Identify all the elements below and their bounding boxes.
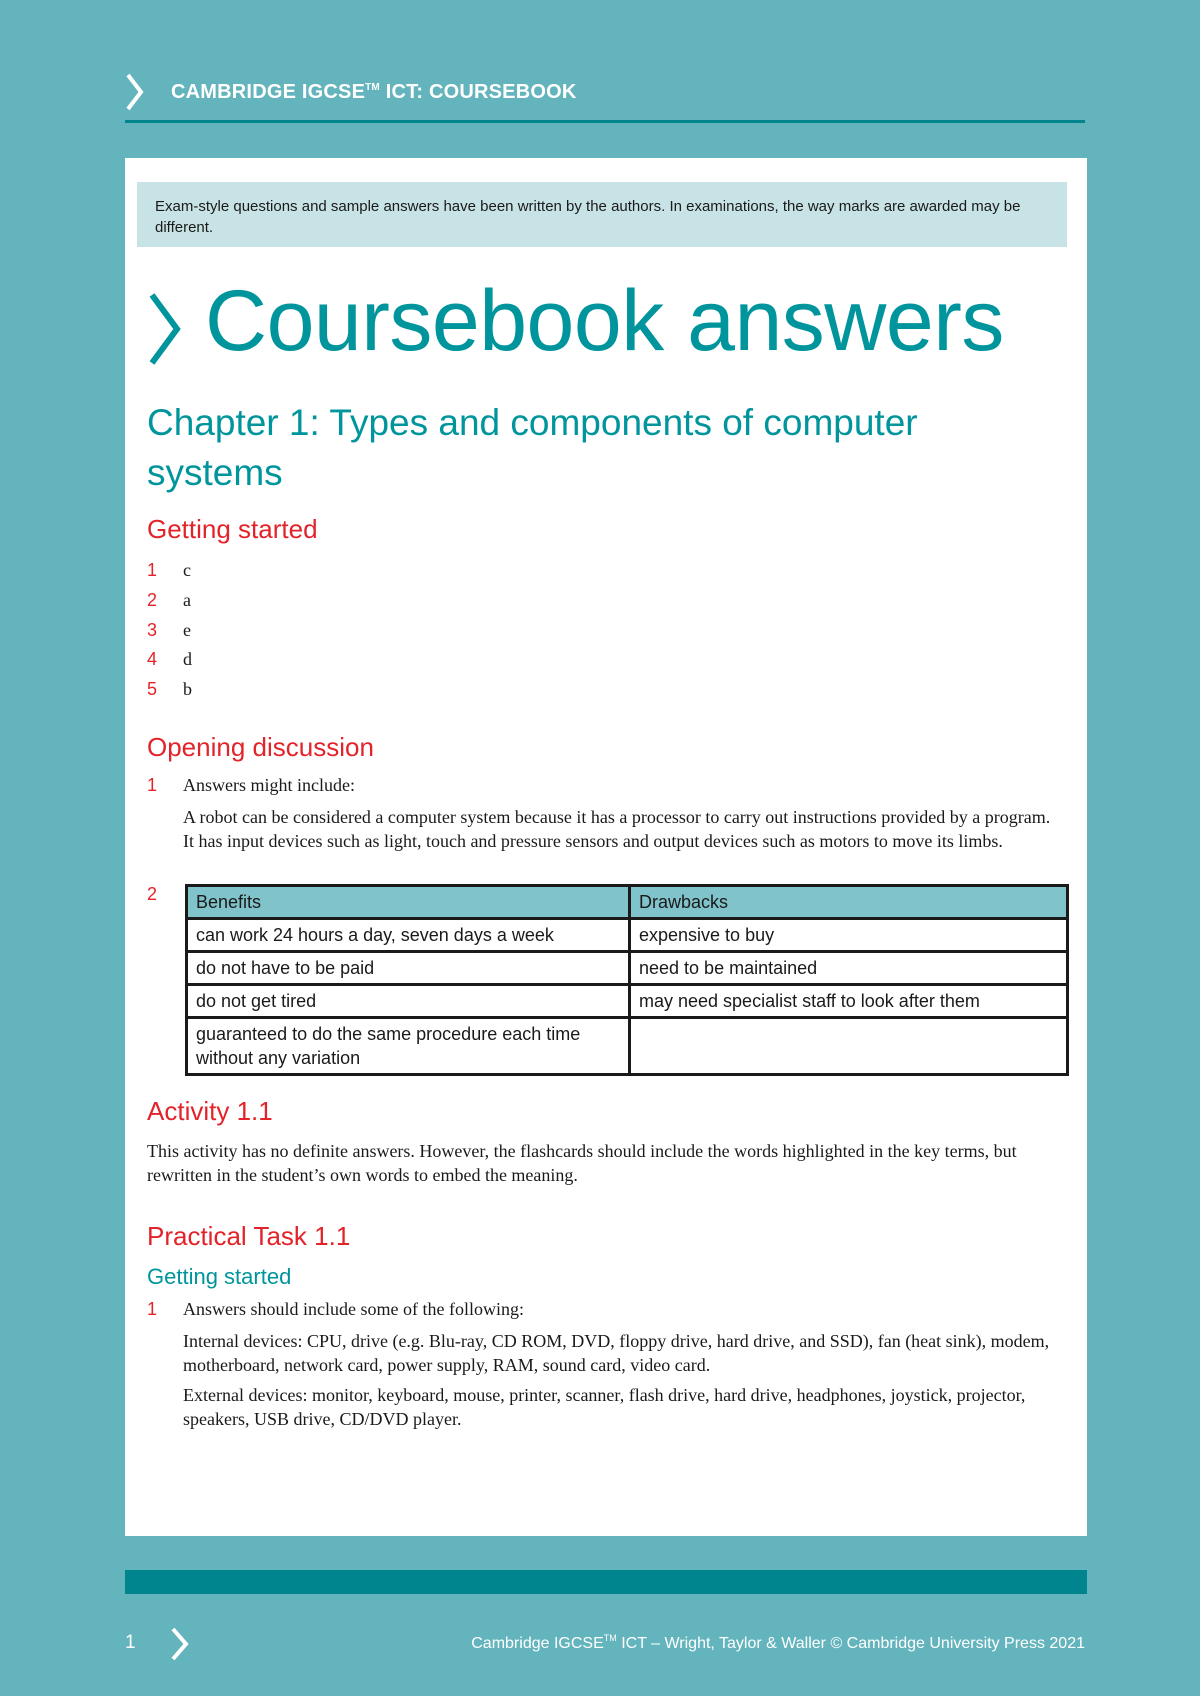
activity-paragraph: This activity has no definite answers. However, the flashcards should include the words highlighted in the key terms, but rewritten in the student’s own words to embed the meaning. xyxy=(147,1141,1017,1185)
section-heading-getting-started: Getting started xyxy=(147,514,318,544)
footer-copyright: Cambridge IGCSE™ ICT – Wright, Taylor & Waller © Cambridge University Press 2021 xyxy=(471,1633,1085,1652)
answer-number: 1 xyxy=(147,775,158,795)
chevron-right-icon[interactable] xyxy=(170,1626,190,1662)
answer-number: 5 xyxy=(147,679,158,699)
table-cell: need to be maintained xyxy=(630,952,1068,985)
section-heading-practical-task: Practical Task 1.1 xyxy=(147,1221,351,1251)
answer-value: a xyxy=(183,590,191,610)
table-row xyxy=(187,1018,1068,1075)
answer-row xyxy=(147,775,1047,799)
page-title-text: Coursebook answers xyxy=(205,273,1004,369)
content-page xyxy=(125,158,1087,1536)
table-cell: expensive to buy xyxy=(630,919,1068,952)
table-cell: guaranteed to do the same procedure each time without any variation xyxy=(187,1018,630,1075)
answer-number: 1 xyxy=(147,1299,158,1319)
section-heading-activity: Activity 1.1 xyxy=(147,1096,273,1126)
page-title xyxy=(147,273,1067,376)
answer-value: b xyxy=(183,679,192,699)
column-header: Benefits xyxy=(187,886,630,919)
table-cell: may need specialist staff to look after them xyxy=(630,985,1068,1018)
answer-lead: Answers should include some of the following: xyxy=(183,1299,524,1319)
table-header-row xyxy=(187,886,1068,919)
exam-notice: Exam-style questions and sample answers have been written by the authors. In examinations, the way marks are awarded may be different. xyxy=(137,182,1067,247)
answer-number: 2 xyxy=(147,590,158,610)
chevron-right-icon xyxy=(147,290,183,368)
benefits-drawbacks-table xyxy=(185,884,1069,1076)
section-heading-opening-discussion: Opening discussion xyxy=(147,732,374,762)
answer-lead: Answers might include: xyxy=(183,775,355,795)
answer-number: 3 xyxy=(147,620,158,640)
answer-number: 2 xyxy=(147,884,158,904)
chevron-right-icon xyxy=(125,72,145,112)
running-header-title: CAMBRIDGE IGCSE™ ICT: COURSEBOOK xyxy=(171,81,577,103)
answer-value: e xyxy=(183,620,191,640)
chapter-heading: Chapter 1: Types and components of computer systems xyxy=(147,402,918,493)
page-number: 1 xyxy=(125,1632,136,1653)
table-cell: do not get tired xyxy=(187,985,630,1018)
running-header xyxy=(125,68,1085,123)
column-header: Drawbacks xyxy=(630,886,1068,919)
answer-value: c xyxy=(183,560,191,580)
table-row xyxy=(187,919,1068,952)
table-cell xyxy=(630,1018,1068,1075)
internal-devices-paragraph: Internal devices: CPU, drive (e.g. Blu-ray, CD ROM, DVD, floppy drive, hard drive, and SSD), fan (heat sink), modem, motherboard, network card, power supply, RAM, sound card, video card. xyxy=(183,1331,1050,1375)
table-row xyxy=(187,952,1068,985)
table-cell: can work 24 hours a day, seven days a week xyxy=(187,919,630,952)
answer-number: 4 xyxy=(147,649,158,669)
table-cell: do not have to be paid xyxy=(187,952,630,985)
answer-number: 1 xyxy=(147,560,158,580)
external-devices-paragraph: External devices: monitor, keyboard, mouse, printer, scanner, flash drive, hard drive, headphones, joystick, projector, speakers, USB drive, CD/DVD player. xyxy=(183,1385,1026,1429)
answer-paragraph: A robot can be considered a computer system because it has a processor to carry out instructions provided by a program. It has input devices such as light, touch and pressure sensors and output devices such as motors to move its limbs. xyxy=(183,807,1051,851)
answer-row xyxy=(147,1299,1047,1323)
answer-value: d xyxy=(183,649,192,669)
footer-bar xyxy=(125,1570,1087,1594)
subsection-heading-getting-started: Getting started xyxy=(147,1264,292,1289)
table-row xyxy=(187,985,1068,1018)
